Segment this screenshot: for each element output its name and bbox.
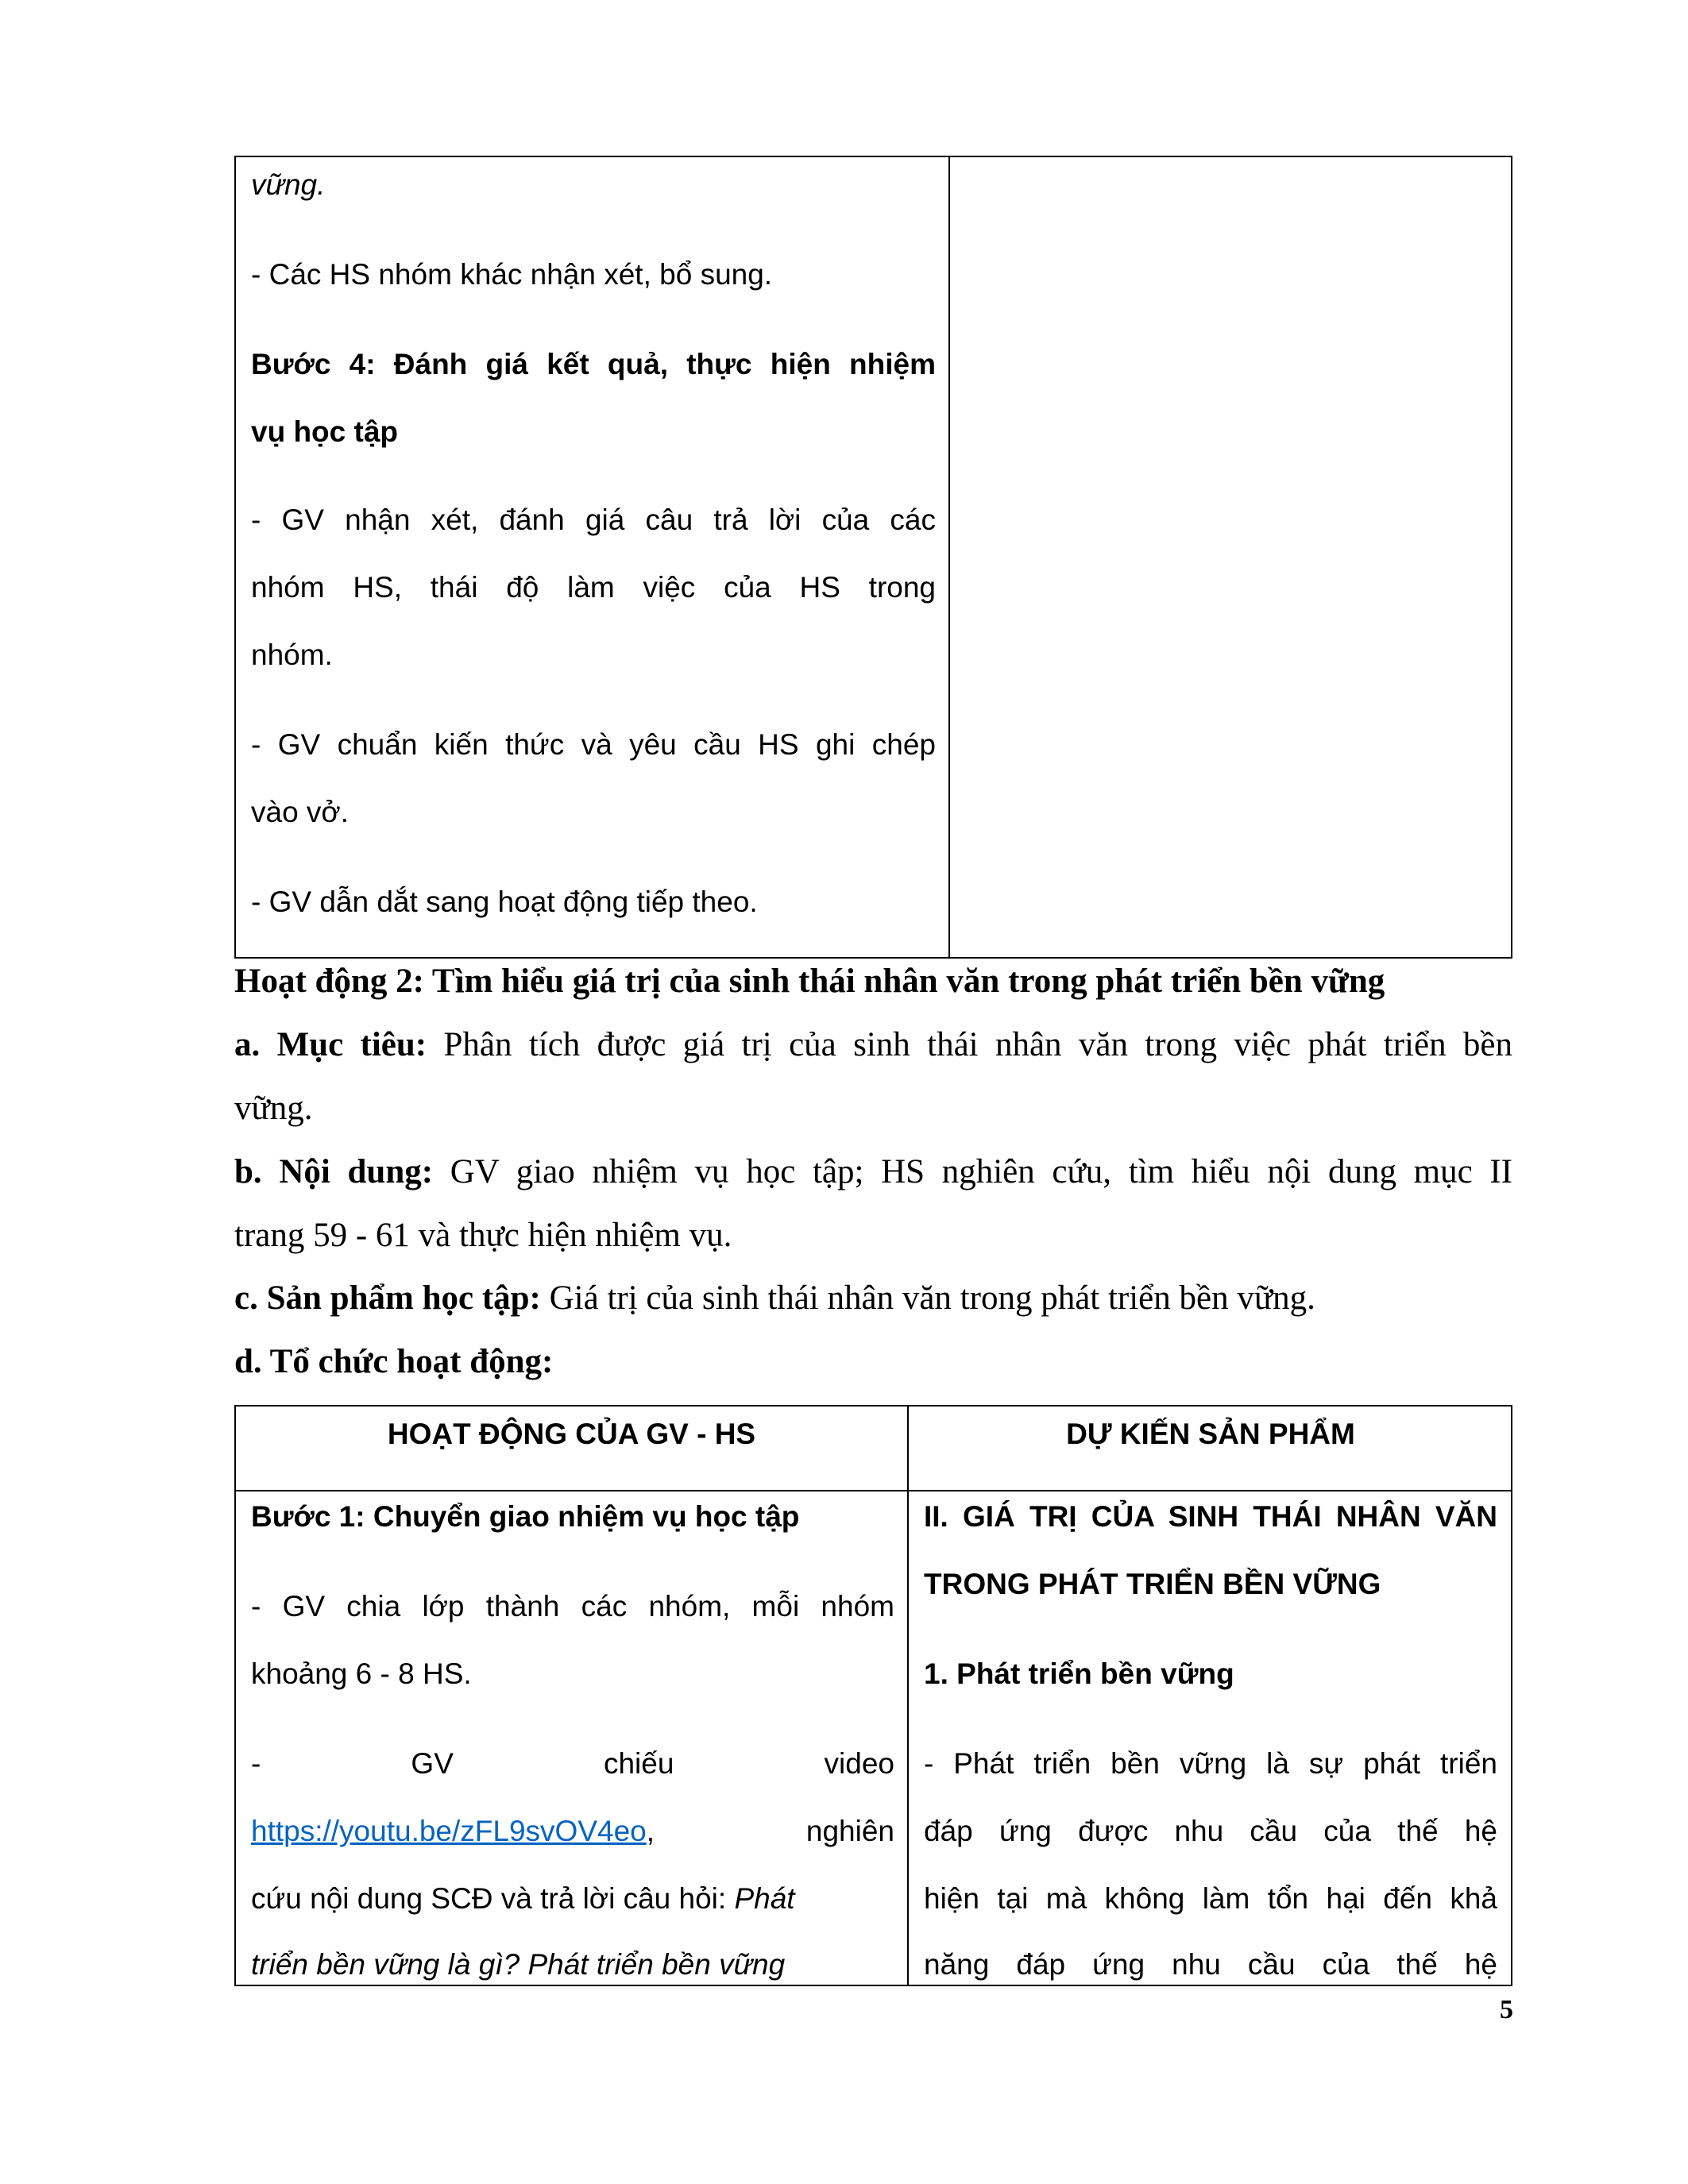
organization-label: d. Tổ chức hoạt động:: [234, 1343, 554, 1380]
text-line: [251, 1879, 795, 1919]
step4-heading-cont: vụ học tập: [251, 415, 399, 448]
text-line: - GV dẫn dắt sang hoạt động tiếp theo.: [251, 886, 758, 918]
section-title-cont: TRONG PHÁT TRIỂN BỀN VỮNG: [924, 1568, 1381, 1600]
text-line: - GV nhận xét, đánh giá câu trả lời của các: [251, 504, 936, 536]
objective-line: [234, 1023, 1512, 1067]
text-line: khoảng 6 - 8 HS.: [251, 1657, 472, 1690]
continuation-table: [234, 156, 1512, 959]
subsection-title: 1. Phát triển bền vững: [924, 1657, 1234, 1690]
objective-label: a. Mục tiêu:: [234, 1026, 427, 1063]
text-line: - Các HS nhóm khác nhận xét, bổ sung.: [251, 258, 773, 291]
text-line: - GV chuẩn kiến thức và yêu cầu HS ghi chép: [251, 728, 936, 761]
left-cell: [236, 157, 948, 957]
text-line: hiện tại mà không làm tổn hại đến khả: [924, 1882, 1497, 1915]
text-line: [251, 1744, 894, 1784]
header-teacher-student: HOẠT ĐỘNG CỦA GV - HS: [387, 1418, 756, 1450]
page-number: 5: [1500, 1995, 1513, 2024]
objective-text: Phân tích được giá trị của sinh thái nhân văn trong việc phát triển bền: [427, 1026, 1513, 1063]
question-prefix: cứu nội dung SCĐ và trả lời câu hỏi:: [251, 1882, 735, 1915]
text-line: vững.: [251, 168, 326, 201]
content-text-cont: trang 59 - 61 và thực hiện nhiệm vụ.: [234, 1217, 732, 1254]
word: video: [824, 1747, 894, 1780]
content-line: [234, 1150, 1512, 1194]
step1-heading: Bước 1: Chuyển giao nhiệm vụ học tập: [251, 1500, 800, 1533]
step4-heading: Bước 4: Đánh giá kết quả, thực hiện nhiệm: [251, 348, 936, 380]
product-line: [234, 1276, 1512, 1321]
content-text: GV giao nhiệm vụ học tập; HS nghiên cứu, tìm hiểu nội dung mục II: [433, 1153, 1512, 1190]
text-line: nhóm HS, thái độ làm việc của HS trong: [251, 571, 936, 604]
video-link[interactable]: https://youtu.be/zFL9svOV4eo: [251, 1815, 647, 1847]
text-line: [251, 1812, 894, 1851]
objective-text-cont: vững.: [234, 1090, 313, 1127]
right-cell-empty: [950, 157, 1511, 957]
question-text: Phát: [734, 1882, 795, 1915]
word: nghiên: [805, 1815, 894, 1847]
text-line: - GV chia lớp thành các nhóm, mỗi nhóm: [251, 1590, 894, 1623]
text-line: nhóm.: [251, 639, 333, 671]
product-label: c. Sản phẩm học tập:: [234, 1279, 541, 1317]
dash: -: [251, 1747, 261, 1780]
word: GV: [411, 1747, 454, 1780]
text-line: năng đáp ứng nhu cầu của thế hệ: [924, 1948, 1497, 1981]
text-line: - Phát triển bền vững là sự phát triển: [924, 1747, 1497, 1780]
activity-heading: Hoạt động 2: Tìm hiểu giá trị của sinh thái nhân văn trong phát triển bền vững: [234, 963, 1385, 1000]
content-label: b. Nội dung:: [234, 1153, 434, 1190]
comma: ,: [646, 1815, 655, 1847]
question-text-cont: triển bền vững là gì? Phát triển bền vững: [251, 1948, 786, 1981]
text-line: đáp ứng được nhu cầu của thế hệ: [924, 1815, 1497, 1847]
header-expected-product: DỰ KIẾN SẢN PHẨM: [1066, 1418, 1355, 1450]
word: chiếu: [603, 1747, 674, 1780]
column-divider: [907, 1406, 909, 1985]
text-line: vào vở.: [251, 796, 349, 828]
section-title: II. GIÁ TRỊ CỦA SINH THÁI NHÂN VĂN: [924, 1500, 1497, 1533]
activity-table: [234, 1405, 1512, 1986]
product-text: Giá trị của sinh thái nhân văn trong phát triển bền vững.: [540, 1279, 1315, 1317]
header-divider: [236, 1490, 1511, 1491]
